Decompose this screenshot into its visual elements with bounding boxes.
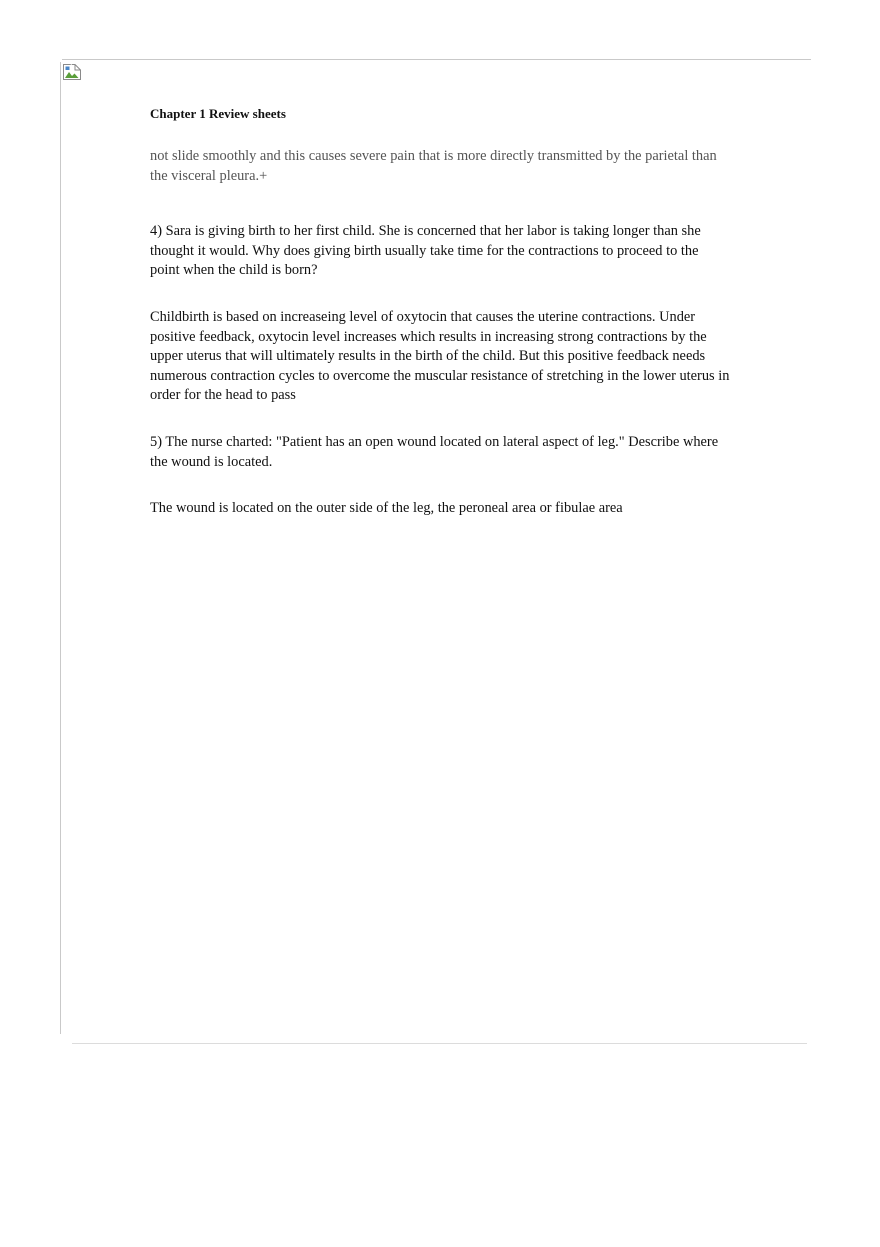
page-frame-top-border (62, 59, 811, 60)
document-title: Chapter 1 Review sheets (150, 106, 286, 121)
broken-image-icon (62, 63, 82, 81)
answer-5-paragraph: The wound is located on the outer side of the leg, the peroneal area or fibulae area (150, 500, 623, 517)
answer-4-paragraph: Childbirth is based on increaseing level of oxytocin that causes the uterine contractions. Under positive feedback, oxytocin level increases which results in increasing strong contractions by the upper uterus that will ultimately results in the birth of the child. But this positive feedback needs numerous contraction cycles to overcome the muscular resistance of stretching in the lower uterus in order for the head to pass (150, 308, 730, 404)
document-content (150, 105, 730, 519)
question-5-paragraph: 5) The nurse charted: "Patient has an open wound located on lateral aspect of leg." Describe where the wound is located. (150, 433, 719, 470)
question-4-paragraph: 4) Sara is giving birth to her first child. She is concerned that her labor is taking longer than she thought it would. Why does giving birth usually take time for the contractions to proceed to the point when the child is born? (150, 223, 701, 279)
page-frame-bottom-border (72, 1043, 807, 1044)
page-frame-left-border (60, 62, 61, 1034)
continuation-paragraph: not slide smoothly and this causes severe pain that is more directly transmitted by the parietal than the visceral pleura.+ (150, 148, 717, 184)
